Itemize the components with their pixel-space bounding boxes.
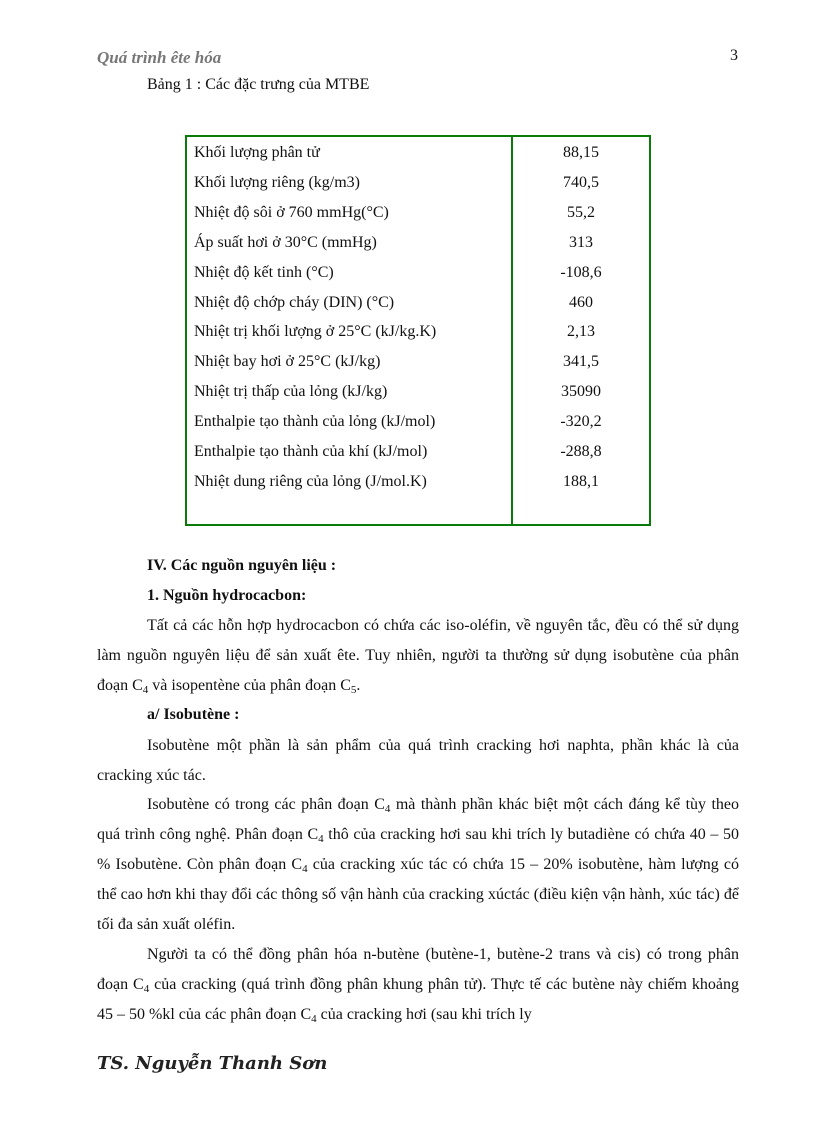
property-name: Nhiệt trị thấp của lỏng (kJ/kg) bbox=[194, 383, 388, 401]
property-value: 460 bbox=[569, 293, 593, 311]
footer-author: TS. Nguyễn Thanh Sơn bbox=[97, 1053, 328, 1074]
isobutene-heading: a/ Isobutène : bbox=[147, 706, 240, 723]
table-row bbox=[187, 292, 649, 322]
table-row bbox=[187, 172, 649, 202]
table-row bbox=[187, 262, 649, 292]
property-value: -320,2 bbox=[560, 413, 602, 431]
table-caption: Bảng 1 : Các đặc trưng của MTBE bbox=[147, 76, 370, 93]
property-value: 188,1 bbox=[563, 472, 599, 490]
table-row bbox=[187, 142, 649, 172]
paragraph-4: Người ta có thể đồng phân hóa n-butène (butène-1, butène-2 trans và cis) có trong phân đoạn $C_4$ của cracking (quá trình đồng phân khung phân tử). Thực tế các butène này chiếm khoảng 45 – 50 %kl của các phân đoạn $C_4$ của cracking hơi (sau khi trích ly bbox=[97, 946, 739, 1025]
property-name: Nhiệt dung riêng của lỏng (J/mol.K) bbox=[194, 472, 427, 490]
paragraph-1: Tất cả các hỗn hợp hydrocacbon có chứa các iso-oléfin, về nguyên tắc, đều có thể sử dụng làm nguồn nguyên liệu để sản xuất ête. Tuy nhiên, người ta thường sử dụng isobutène của phân đoạn $C_4$ và isopentène của phân đoạn $C_5$. bbox=[97, 617, 739, 696]
property-value: 313 bbox=[569, 233, 593, 251]
table-row bbox=[187, 441, 649, 471]
property-name: Nhiệt trị khối lượng ở 25°C (kJ/kg.K) bbox=[194, 323, 437, 341]
property-value: 341,5 bbox=[563, 353, 599, 371]
property-name: Nhiệt độ chớp cháy (DIN) (°C) bbox=[194, 293, 395, 311]
property-name: Nhiệt bay hơi ở 25°C (kJ/kg) bbox=[194, 353, 381, 371]
properties-table bbox=[185, 135, 651, 526]
table-row bbox=[187, 202, 649, 232]
table-row bbox=[187, 232, 649, 262]
table-row bbox=[187, 321, 649, 351]
paragraph-2: Isobutène một phần là sản phẩm của quá trình cracking hơi naphta, phần khác là của cracking xúc tác. bbox=[97, 737, 739, 784]
table-row bbox=[187, 411, 649, 441]
header-title: Quá trình ête hóa bbox=[97, 48, 222, 67]
property-name: Nhiệt độ sôi ở 760 mmHg(°C) bbox=[194, 203, 389, 221]
property-name: Nhiệt độ kết tinh (°C) bbox=[194, 263, 334, 281]
table-row bbox=[187, 471, 649, 501]
subsection-heading: 1. Nguồn hydrocacbon: bbox=[147, 587, 307, 604]
property-value: -108,6 bbox=[560, 263, 602, 281]
table-row bbox=[187, 381, 649, 411]
property-value: 35090 bbox=[561, 383, 601, 401]
property-value: 740,5 bbox=[563, 173, 599, 191]
section-heading: IV. Các nguồn nguyên liệu : bbox=[147, 557, 337, 574]
property-name: Enthalpie tạo thành của lỏng (kJ/mol) bbox=[194, 413, 436, 431]
property-name: Enthalpie tạo thành của khí (kJ/mol) bbox=[194, 443, 428, 460]
property-value: 2,13 bbox=[567, 323, 595, 341]
property-name: Áp suất hơi ở 30°C (mmHg) bbox=[194, 233, 377, 251]
property-value: 55,2 bbox=[567, 203, 595, 221]
property-name: Khối lượng phân tử bbox=[194, 144, 320, 161]
page-number: 3 bbox=[730, 47, 738, 64]
property-name: Khối lượng riêng (kg/m3) bbox=[194, 173, 360, 191]
property-value: -288,8 bbox=[560, 443, 602, 460]
paragraph-3: Isobutène có trong các phân đoạn $C_4$ mà thành phần khác biệt một cách đáng kể tùy theo quá trình công nghệ. Phân đoạn $C_4$ thô của cracking hơi sau khi trích ly butadiène có chứa 40 – 50 % Isobutène. Còn phân đoạn $C_4$ của cracking xúc tác có chứa 15 – 20% isobutène, hàm lượng có thể cao hơn khi thay đổi các thông số vận hành của cracking xúctác (điều kiện vận hành, xúc tác) để tối đa sản xuất oléfin. bbox=[97, 796, 740, 933]
table-row bbox=[187, 351, 649, 381]
property-value: 88,15 bbox=[563, 144, 599, 161]
